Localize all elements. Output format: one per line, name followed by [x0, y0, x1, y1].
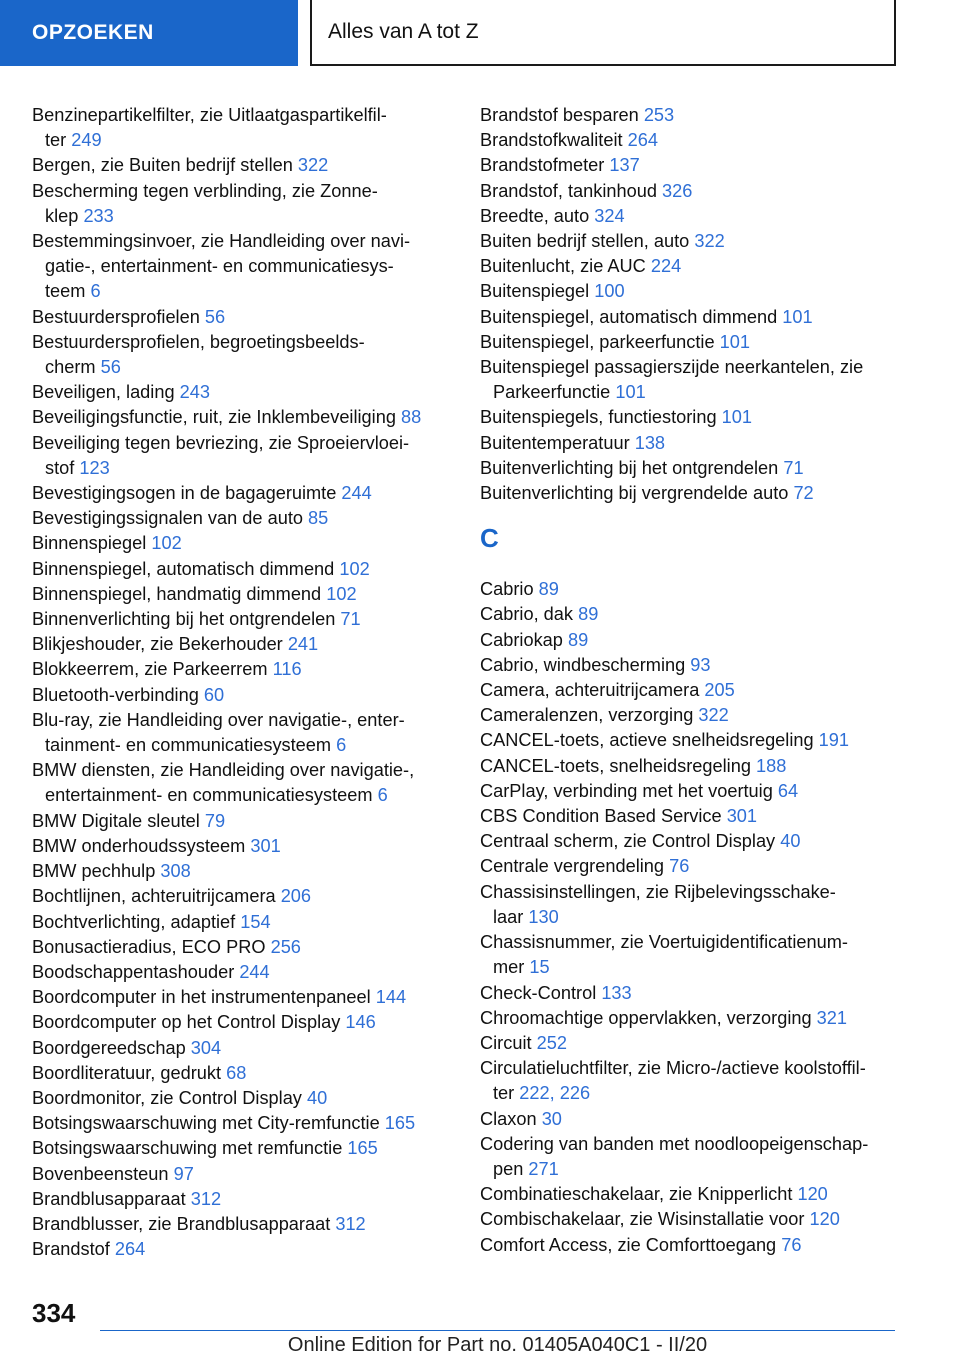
index-entry-text: Beveiligen, lading: [32, 382, 175, 403]
page-reference-link[interactable]: 72: [793, 483, 814, 504]
index-entry-continuation: [32, 355, 452, 380]
index-entry: [480, 1207, 900, 1232]
index-entry-text: Brandstof besparen: [480, 105, 639, 125]
page-reference-link[interactable]: 271: [528, 1158, 559, 1179]
page-reference-link[interactable]: 116: [272, 659, 302, 680]
index-entry-text: Boordgereedschap: [32, 1037, 186, 1058]
index-entry: [480, 854, 900, 879]
section-tab-label: OPZOEKEN: [32, 21, 154, 44]
index-entry-text: Circulatieluchtfilter, zie Micro-/actieve koolstoffil-: [480, 1058, 866, 1079]
index-entry: [480, 804, 900, 829]
page-reference-link[interactable]: 102: [151, 533, 182, 554]
index-entry-continuation: [480, 905, 900, 930]
page-reference-link[interactable]: 326: [662, 180, 693, 201]
index-entry: [32, 758, 452, 783]
page-reference-link[interactable]: 206: [280, 886, 312, 907]
index-entry-text: Bestuurdersprofielen: [32, 306, 200, 327]
index-group-c: [480, 577, 900, 1257]
index-entry-text: Buitenverlichting bij het ontgrendelen: [480, 457, 779, 478]
index-entry-text: Bestemmingsinvoer, zie Handleiding over navi-: [32, 231, 411, 252]
index-entry-text: Brandstof, tankinhoud: [480, 180, 657, 201]
index-entry-text: Buitenspiegel, parkeerfunctie: [480, 331, 715, 352]
index-entry: [32, 1136, 452, 1161]
index-entry-text: CarPlay, verbinding met het voertuig: [480, 780, 773, 801]
index-entry-text: BMW pechhulp: [32, 861, 156, 882]
section-letter: C: [480, 523, 499, 554]
page-reference-link[interactable]: 191: [818, 730, 850, 751]
index-entry: [32, 985, 452, 1010]
page-reference-link[interactable]: 165: [384, 1113, 416, 1134]
page-reference-link[interactable]: 56: [204, 306, 226, 327]
page-reference-link[interactable]: 264: [114, 1239, 146, 1260]
page-reference-link[interactable]: 244: [341, 483, 372, 504]
index-entry-text: Boodschappentashouder: [32, 961, 235, 982]
index-entry-text: pen: [493, 1158, 524, 1179]
page-reference-link[interactable]: 244: [239, 961, 270, 982]
page-reference-link[interactable]: 40: [780, 831, 801, 852]
index-entry: [32, 1010, 452, 1035]
index-entry-text: Brandstofkwaliteit: [480, 130, 623, 151]
page-reference-link[interactable]: 101: [615, 382, 646, 403]
index-entry-continuation: [32, 279, 452, 304]
index-entry-text: Bergen, zie Buiten bedrijf stellen: [32, 155, 293, 176]
index-entry: [32, 179, 452, 204]
page-reference-link[interactable]: 102: [326, 583, 357, 604]
index-entry: [32, 683, 452, 708]
index-entry-text: Blu-ray, zie Handleiding over navigatie-, enter-: [32, 709, 405, 730]
index-entry-text: Check-Control: [480, 982, 597, 1003]
index-entry: [480, 179, 900, 204]
page-reference-link[interactable]: 233: [83, 205, 114, 226]
index-entry: [480, 229, 900, 254]
index-entry-continuation: [32, 254, 452, 279]
page-reference-link[interactable]: 253: [643, 105, 675, 125]
page-reference-link[interactable]: 71: [783, 457, 804, 478]
page-reference-link[interactable]: 138: [634, 432, 666, 453]
index-entry: [480, 653, 900, 678]
index-entry-text: Bochtverlichting, adaptief: [32, 911, 236, 932]
index-entry-text: Binnenverlichting bij het ontgrendelen: [32, 609, 336, 630]
index-entry-text: tainment- en communicatiesysteem: [45, 735, 332, 756]
index-entry-text: Blokkeerrem, zie Parkeerrem: [32, 659, 268, 680]
index-entry-text: teem: [45, 281, 86, 302]
index-entry: [32, 910, 452, 935]
index-entry: [32, 1187, 452, 1212]
page-reference-link[interactable]: 93: [690, 654, 711, 675]
index-entry-text: Bevestigingssignalen van de auto: [32, 508, 303, 529]
index-entry: [32, 960, 452, 985]
page-reference-link[interactable]: 322: [694, 231, 725, 252]
index-entry: [480, 355, 900, 380]
index-entry-text: Brandstofmeter: [480, 155, 605, 176]
page-reference-link[interactable]: 224: [650, 256, 682, 277]
index-entry-text: stof: [45, 457, 75, 478]
index-entry-continuation: [32, 456, 452, 481]
page-reference-link[interactable]: 308: [160, 861, 191, 882]
index-entry: [480, 602, 900, 627]
index-entry-text: Benzinepartikelfilter, zie Uitlaatgaspartikelfil-: [32, 105, 387, 125]
index-entry: [32, 607, 452, 632]
index-entry-text: Buiten bedrijf stellen, auto: [480, 231, 690, 252]
index-entry: [480, 930, 900, 955]
index-entry: [32, 809, 452, 834]
index-entry: [480, 128, 900, 153]
index-entry-text: cherm: [45, 357, 96, 378]
index-entry: [32, 305, 452, 330]
index-entry: [32, 1061, 452, 1086]
index-entry-text: Beveiligingsfunctie, ruit, zie Inklembeveiliging: [32, 407, 396, 428]
page-reference-link[interactable]: 40: [306, 1087, 328, 1108]
index-entry-text: Boordcomputer in het instrumentenpaneel: [32, 987, 371, 1008]
index-entry-continuation: [480, 1157, 900, 1182]
page-reference-link[interactable]: 6: [336, 735, 347, 756]
index-entry-text: CANCEL-toets, actieve snelheidsregeling: [480, 730, 814, 751]
index-entry-text: Circuit: [480, 1032, 532, 1053]
index-entry-text: Binnenspiegel, handmatig dimmend: [32, 583, 322, 604]
index-entry-text: klep: [45, 205, 79, 226]
index-entry-text: Chassisinstellingen, zie Rijbelevingsschake-: [480, 881, 836, 902]
index-entry-text: Bevestigingsogen in de bagageruimte: [32, 483, 337, 504]
index-entry-continuation: [480, 1081, 900, 1106]
index-entry: [480, 577, 900, 602]
index-entry: [480, 1233, 900, 1258]
index-entry-text: Breedte, auto: [480, 205, 590, 226]
index-entry-continuation: [32, 733, 452, 758]
index-entry: [480, 678, 900, 703]
index-entry-text: BMW onderhoudssysteem: [32, 835, 246, 856]
index-entry-text: Combischakelaar, zie Wisinstallatie voor: [480, 1209, 805, 1230]
index-entry-text: CANCEL-toets, snelheidsregeling: [480, 755, 751, 776]
index-entry: [32, 506, 452, 531]
index-entry: [32, 632, 452, 657]
index-entry-text: Buitenlucht, zie AUC: [480, 256, 646, 277]
page-reference-link[interactable]: 322: [698, 705, 729, 726]
index-column-left: [32, 103, 452, 1262]
index-entry-text: gatie-, entertainment- en communicatiesys-: [45, 256, 394, 277]
index-entry-text: Bochtlijnen, achteruitrijcamera: [32, 886, 276, 907]
page-reference-link[interactable]: 89: [567, 629, 589, 650]
page-reference-link[interactable]: 101: [719, 331, 750, 352]
index-entry: [480, 456, 900, 481]
index-entry-text: Boordcomputer op het Control Display: [32, 1012, 341, 1033]
index-entry: [32, 431, 452, 456]
page-reference-link[interactable]: 304: [190, 1037, 222, 1058]
index-entry-text: Cameralenzen, verzorging: [480, 705, 694, 726]
index-entry: [480, 981, 900, 1006]
index-entry: [480, 254, 900, 279]
index-entry-text: Brandblusapparaat: [32, 1188, 186, 1209]
page-reference-link[interactable]: 123: [79, 457, 110, 478]
index-entry: [32, 1212, 452, 1237]
page-reference-link[interactable]: 154: [240, 911, 271, 932]
index-entry: [480, 431, 900, 456]
page-reference-link[interactable]: 64: [777, 780, 799, 801]
page-reference-link[interactable]: 243: [179, 382, 210, 403]
page-reference-link[interactable]: 249: [71, 130, 102, 151]
index-entry-continuation: [32, 783, 452, 808]
page-reference-link[interactable]: 15: [529, 957, 550, 978]
index-entry-text: CBS Condition Based Service: [480, 806, 722, 827]
index-entry-text: BMW Digitale sleutel: [32, 810, 200, 831]
index-entry-text: Boordliteratuur, gedrukt: [32, 1062, 222, 1083]
index-entry: [480, 305, 900, 330]
index-entry-text: Bovenbeensteun: [32, 1163, 169, 1184]
index-entry-text: Claxon: [480, 1108, 537, 1129]
page-reference-link[interactable]: 56: [100, 357, 121, 378]
index-entry: [480, 1006, 900, 1031]
index-entry: [32, 380, 452, 405]
index-entry-continuation: [32, 204, 452, 229]
index-entry-text: Cabriokap: [480, 629, 563, 650]
index-entry-text: Buitenverlichting bij vergrendelde auto: [480, 483, 789, 504]
page-reference-link[interactable]: 205: [704, 680, 735, 701]
page-reference-link[interactable]: 321: [816, 1007, 848, 1028]
index-entry-text: laar: [493, 906, 524, 927]
index-entry-text: Binnenspiegel, automatisch dimmend: [32, 558, 335, 579]
page-reference-link[interactable]: 101: [721, 407, 753, 428]
index-entry-text: entertainment- en communicatiesysteem: [45, 785, 373, 806]
index-entry-text: Codering van banden met noodloopeigenschap-: [480, 1133, 869, 1154]
index-entry: [480, 1056, 900, 1081]
page-reference-link[interactable]: 165: [347, 1138, 378, 1159]
index-entry: [480, 829, 900, 854]
index-entry-text: Buitenspiegel: [480, 281, 590, 302]
index-entry-text: Botsingswaarschuwing met City-remfunctie: [32, 1113, 380, 1134]
page-reference-link[interactable]: 264: [627, 130, 658, 151]
index-entry: [480, 153, 900, 178]
index-entry-text: Binnenspiegel: [32, 533, 147, 554]
page-reference-link[interactable]: 100: [594, 281, 625, 302]
index-entry: [32, 884, 452, 909]
index-entry-text: ter: [493, 1083, 515, 1104]
index-entry-text: Cabrio: [480, 579, 534, 600]
index-entry: [32, 103, 452, 128]
index-entry-text: Cabrio, dak: [480, 604, 574, 625]
page-reference-link[interactable]: 68: [226, 1062, 247, 1083]
index-entry: [32, 1111, 452, 1136]
index-entry: [480, 103, 900, 128]
index-entry-continuation: [480, 380, 900, 405]
page-reference-link[interactable]: 89: [578, 604, 599, 625]
index-entry: [32, 229, 452, 254]
index-entry-text: Centraal scherm, zie Control Display: [480, 831, 776, 852]
index-entry-text: Brandstof: [32, 1239, 110, 1260]
page-reference-link[interactable]: 120: [797, 1184, 828, 1205]
page-number: 334: [32, 1298, 76, 1328]
index-entry: [480, 628, 900, 653]
index-entry: [480, 1182, 900, 1207]
page-reference-link[interactable]: 133: [601, 982, 632, 1003]
index-entry: [32, 859, 452, 884]
index-entry: [32, 657, 452, 682]
index-entry: [480, 779, 900, 804]
index-entry: [480, 754, 900, 779]
index-entry-text: Chassisnummer, zie Voertuigidentificatienum-: [480, 932, 848, 953]
index-entry-text: Centrale vergrendeling: [480, 856, 665, 877]
index-entry: [32, 531, 452, 556]
page-reference-link[interactable]: 324: [594, 205, 625, 226]
index-entry: [480, 728, 900, 753]
index-entry: [480, 1107, 900, 1132]
index-entry: [480, 405, 900, 430]
index-entry: [480, 703, 900, 728]
index-entry: [32, 1086, 452, 1111]
index-column-right: [480, 103, 900, 1258]
index-entry: [480, 880, 900, 905]
index-group-b: [480, 103, 900, 506]
page-reference-link[interactable]: 76: [781, 1234, 802, 1255]
page-reference-link[interactable]: 301: [250, 835, 281, 856]
index-entry: [32, 708, 452, 733]
index-entry: [32, 1036, 452, 1061]
index-entry-text: Beveiliging tegen bevriezing, zie Sproeiervloei-: [32, 432, 410, 453]
page-reference-link[interactable]: 6: [377, 785, 388, 806]
index-entry-text: Buitenspiegels, functiestoring: [480, 407, 717, 428]
index-entry-text: Cabrio, windbescherming: [480, 654, 686, 675]
index-entry: [480, 204, 900, 229]
index-entry: [32, 834, 452, 859]
index-entry: [32, 557, 452, 582]
chapter-title-tab[interactable]: [310, 0, 896, 66]
index-entry: [32, 935, 452, 960]
index-entry-text: Parkeerfunctie: [493, 382, 611, 403]
index-entry: [32, 330, 452, 355]
index-entry-text: Bescherming tegen verblinding, zie Zonne-: [32, 180, 378, 201]
index-entry: [32, 153, 452, 178]
index-entry: [480, 481, 900, 506]
index-entry-text: Brandblusser, zie Brandblusapparaat: [32, 1213, 331, 1234]
index-entry-text: BMW diensten, zie Handleiding over navigatie-,: [32, 760, 415, 781]
footer-edition: Online Edition for Part no. 01405A040C1 - II/20: [287, 1334, 708, 1356]
page-reference-link[interactable]: 120: [809, 1209, 840, 1230]
index-entry-text: Bestuurdersprofielen, begroetingsbeelds-: [32, 331, 365, 352]
index-entry-text: Bonusactieradius, ECO PRO: [32, 936, 266, 957]
page-reference-link[interactable]: 97: [173, 1163, 194, 1184]
page-reference-link[interactable]: 76: [669, 856, 690, 877]
page-reference-link[interactable]: 312: [190, 1188, 222, 1209]
page-reference-link[interactable]: 88: [401, 407, 422, 428]
index-entry: [480, 279, 900, 304]
index-entry-text: mer: [493, 957, 525, 978]
page-reference-link[interactable]: 256: [270, 936, 301, 957]
page-reference-link[interactable]: 322: [297, 155, 329, 176]
index-entry-text: Boordmonitor, zie Control Display: [32, 1087, 302, 1108]
page-reference-link[interactable]: 252: [536, 1032, 567, 1053]
page-reference-link[interactable]: 137: [609, 155, 640, 176]
index-entry-text: Comfort Access, zie Comforttoegang: [480, 1234, 777, 1255]
page-reference-link[interactable]: 222, 226: [519, 1083, 591, 1104]
page-reference-link[interactable]: 85: [308, 508, 329, 529]
index-entry-text: ter: [45, 130, 67, 151]
index-entry: [32, 1237, 452, 1262]
page-reference-link[interactable]: 79: [204, 810, 226, 831]
footer-divider: [100, 1330, 895, 1331]
page-reference-link[interactable]: 102: [339, 558, 370, 579]
index-entry: [32, 582, 452, 607]
chapter-title: Alles van A tot Z: [328, 20, 479, 43]
page-reference-link[interactable]: 130: [528, 906, 559, 927]
index-entry-text: Bluetooth-verbinding: [32, 684, 199, 705]
page-reference-link[interactable]: 71: [340, 609, 361, 630]
index-entry: [480, 1132, 900, 1157]
page-reference-link[interactable]: 312: [335, 1213, 366, 1234]
index-entry-text: Buitenspiegel passagierszijde neerkantelen, zie: [480, 357, 864, 378]
index-entry: [32, 1162, 452, 1187]
index-entry-text: Camera, achteruitrijcamera: [480, 680, 700, 701]
index-entry-text: Buitenspiegel, automatisch dimmend: [480, 306, 778, 327]
index-entry: [32, 481, 452, 506]
page-reference-link[interactable]: 146: [345, 1012, 376, 1033]
index-entry-text: Botsingswaarschuwing met remfunctie: [32, 1138, 343, 1159]
section-tab[interactable]: [0, 0, 298, 66]
index-entry: [480, 330, 900, 355]
index-entry-continuation: [32, 128, 452, 153]
page-reference-link[interactable]: 101: [782, 306, 813, 327]
page-reference-link[interactable]: 89: [538, 579, 559, 600]
index-entry-text: Blikjeshouder, zie Bekerhouder: [32, 634, 283, 655]
page-reference-link[interactable]: 241: [287, 634, 319, 655]
index-entry-text: Buitentemperatuur: [480, 432, 630, 453]
page-reference-link[interactable]: 60: [203, 684, 225, 705]
page-reference-link[interactable]: 144: [375, 987, 407, 1008]
index-entry: [32, 405, 452, 430]
index-entry-continuation: [480, 955, 900, 980]
index-entry-text: Chroomachtige oppervlakken, verzorging: [480, 1007, 812, 1028]
index-entry-text: Combinatieschakelaar, zie Knipperlicht: [480, 1184, 793, 1205]
page-reference-link[interactable]: 6: [90, 281, 101, 302]
page-reference-link[interactable]: 301: [726, 806, 758, 827]
page-reference-link[interactable]: 30: [541, 1108, 562, 1129]
page-reference-link[interactable]: 188: [756, 755, 787, 776]
section-letter-spacer: [480, 564, 900, 577]
index-entry: [480, 1031, 900, 1056]
